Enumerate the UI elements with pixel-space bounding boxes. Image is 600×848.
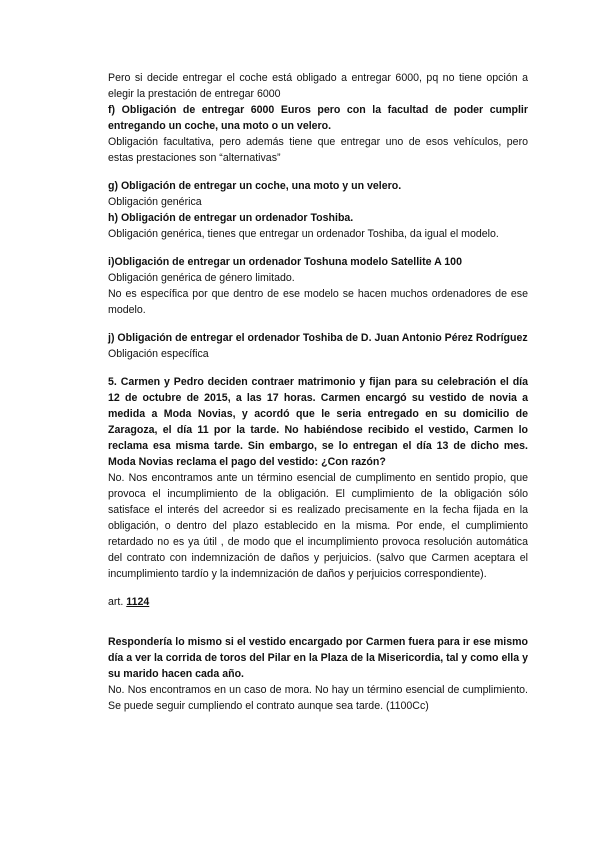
paragraph-b1: Pero si decide entregar el coche está obligado a entregar 6000, pq no tiene opción a elegir la prestación de entregar 6000 xyxy=(108,72,528,100)
answer-5: No. Nos encontramos ante un término esencial de cumplimento en sentido propio, que provoca el incumplimiento de la obligación. El cumplimiento de la obligación sólo satisface el interés del acreedor si es realizado precisamente en la fecha fijada en la obligación, o dentro del plazo establecido en la misma. Por ende, el cumplimiento retardado no es ya útil , de modo que el incumplimiento provoca resolución automática del contrato con indemnización de daños y perjuicios. (salvo que Carmen aceptara el incumplimiento tardío y la indemnización de daños y perjuicios correspondiente). xyxy=(108,472,528,580)
heading-i: i)Obligación de entregar un ordenador Toshuna modelo Satellite A 100 xyxy=(108,256,462,268)
article-reference xyxy=(108,594,528,610)
paragraph-h: Obligación genérica, tienes que entregar un ordenador Toshiba, da igual el modelo. xyxy=(108,228,499,240)
heading-h: h) Obligación de entregar un ordenador Toshiba. xyxy=(108,212,354,224)
heading-g: g) Obligación de entregar un coche, una moto y un velero. xyxy=(108,180,402,192)
paragraph-i-2: No es específica por que dentro de ese modelo se hacen muchos ordenadores de ese modelo. xyxy=(108,288,528,316)
question-5: 5. Carmen y Pedro deciden contraer matrimonio y fijan para su celebración el día 12 de octubre de 2015, a las 17 horas. Carmen encargó su vestido de novia a medida a Moda Novias, y acordó que le seria entregado en su domicilio de Zaragoza, el día 11 por la tarde. No habiéndose recibido el vestido, Carmen lo reclama esa misma tarde. Sin embargo, se lo entregan el día 13 de dicho mes. Moda Novias reclama el pago del vestido: ¿Con razón? xyxy=(108,376,528,468)
article-prefix: art. xyxy=(108,596,124,608)
paragraph-f: Obligación facultativa, pero además tiene que entregar uno de esos vehículos, pero estas prestaciones son “alternativas” xyxy=(108,136,528,164)
page-content xyxy=(108,70,528,714)
answer-6: No. Nos encontramos en un caso de mora. No hay un término esencial de cumplimiento. Se puede seguir cumpliendo el contrato aunque sea tarde. (1100Cc) xyxy=(108,684,528,712)
article-number: 1124 xyxy=(126,596,150,608)
heading-j: j) Obligación de entregar el ordenador Toshiba de D. Juan Antonio Pérez Rodríguez xyxy=(108,332,528,344)
paragraph-j: Obligación específica xyxy=(108,348,209,360)
heading-f: f) Obligación de entregar 6000 Euros pero con la facultad de poder cumplir entregando un coche, una moto o un velero. xyxy=(108,104,528,132)
paragraph-i-1: Obligación genérica de género limitado. xyxy=(108,272,295,284)
paragraph-g: Obligación genérica xyxy=(108,196,202,208)
question-6: Respondería lo mismo si el vestido encargado por Carmen fuera para ir ese mismo día a ver la corrida de toros del Pilar en la Plaza de la Misericordia, tal y como ella y su marido hacen cada año. xyxy=(108,636,528,680)
